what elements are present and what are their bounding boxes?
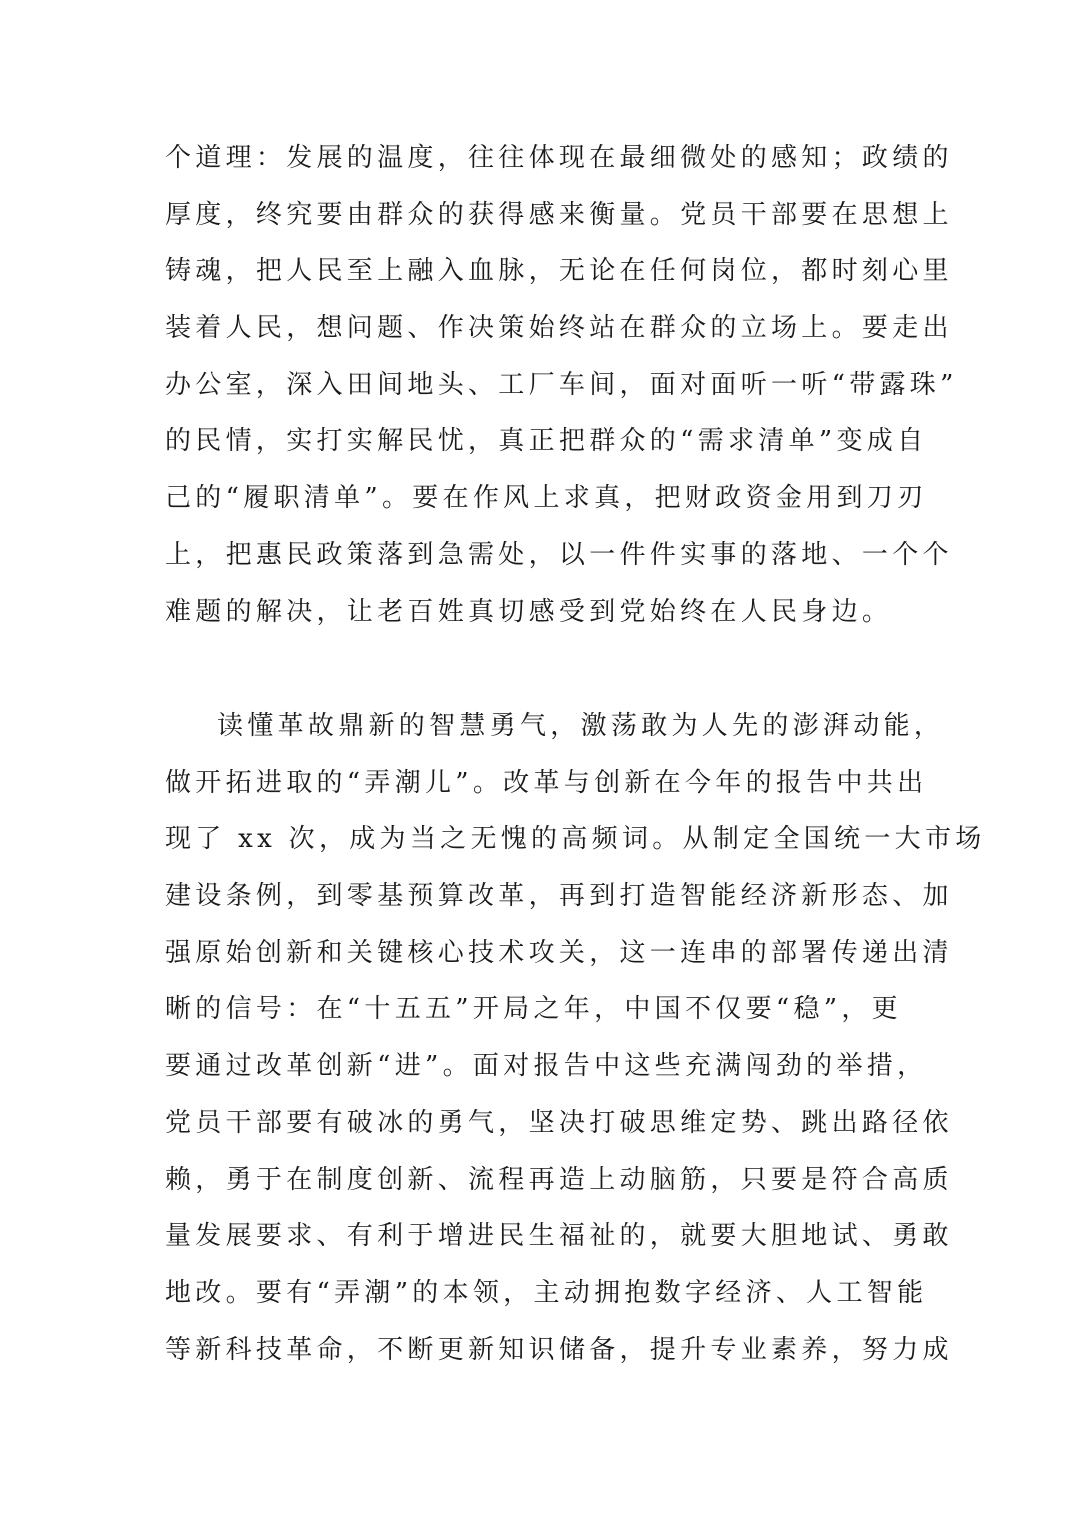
paragraph-line: 要通过改革创新“进”。面对报告中这些充满闯劲的举措， [165,1051,928,1082]
paragraph-line: 等新科技革命，不断更新知识储备，提升专业素养，努力成 [165,1334,953,1365]
paragraph-line: 铸魂，把人民至上融入血脉，无论在任何岗位，都时刻心里 [165,256,953,287]
paragraph-2 [165,698,986,1378]
paragraph-line: 的民情，实打实解民忧，真正把群众的“需求清单”变成自 [165,426,928,457]
paragraph-line: 建设条例，到零基预算改革，再到打造智能经济新形态、加 [165,881,953,912]
paragraph-line: 装着人民，想问题、作决策始终站在群众的立场上。要走出 [165,313,953,344]
paragraph-line: 己的“履职清单”。要在作风上求真，把财政资金用到刀刃 [165,483,928,514]
paragraph-line: 办公室，深入田间地头、工厂车间，面对面听一听“带露珠” [165,369,958,400]
paragraph-line: 做开拓进取的“弄潮儿”。改革与创新在今年的报告中共出 [165,767,928,798]
paragraph-line: 厚度，终究要由群众的获得感来衡量。党员干部要在思想上 [165,199,953,230]
paragraph-line: 现了 xx 次，成为当之无愧的高频词。从制定全国统一大市场 [165,824,986,855]
paragraph-line: 个道理：发展的温度，往往体现在最细微处的感知；政绩的 [165,143,953,173]
paragraph-line: 地改。要有“弄潮”的本领，主动拥抱数字经济、人工智能 [165,1277,928,1308]
paragraph-line: 上，把惠民政策落到急需处，以一件件实事的落地、一个个 [165,539,953,570]
paragraph-line: 难题的解决，让老百姓真切感受到党始终在人民身边。 [165,596,893,627]
paragraph-line: 赖，勇于在制度创新、流程再造上动脑筋，只要是符合高质 [165,1164,953,1195]
paragraph-first-line: 读懂革故鼎新的智慧勇气，激荡敢为人先的澎湃动能， [217,711,945,741]
paragraph-line: 党员干部要有破冰的勇气，坚决打破思维定势、跳出路径依 [165,1107,953,1138]
paragraph-line: 量发展要求、有利于增进民生福祉的，就要大胆地试、勇敢 [165,1221,953,1252]
paragraph-1 [165,130,958,640]
paragraph-line: 晰的信号：在“十五五”开局之年，中国不仅要“稳”，更 [165,994,902,1025]
paragraph-line: 强原始创新和关键核心技术攻关，这一连串的部署传递出清 [165,937,953,968]
